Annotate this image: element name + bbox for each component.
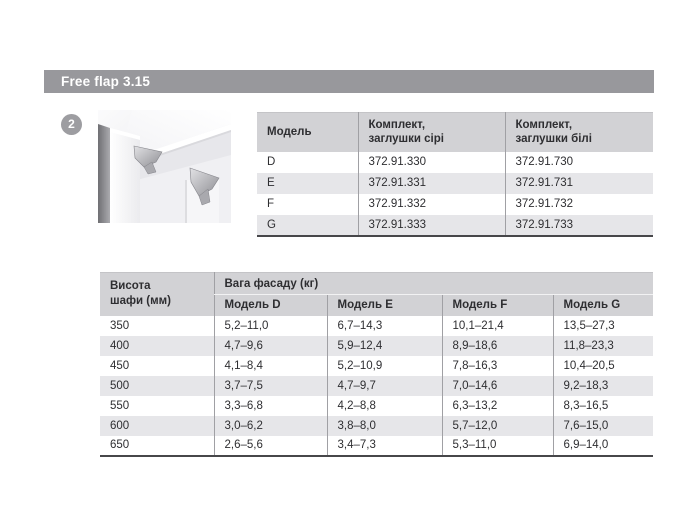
cabinet-height: 600 (100, 416, 214, 436)
facade-header-model-g: Модель G (553, 295, 653, 316)
order-row-d (257, 152, 653, 173)
facade-header-row-1 (100, 273, 653, 295)
section-title: Free flap 3.15 (61, 74, 151, 89)
cabinet-height: 450 (110, 359, 130, 372)
cabinet-height: 550 (110, 399, 130, 412)
order-row-g (257, 215, 653, 236)
order-row-e (257, 173, 653, 194)
weight-range-e: 6,7–14,3 (327, 316, 442, 336)
facade-row-550 (100, 396, 653, 416)
weight-range-e: 5,9–12,4 (327, 336, 442, 356)
weight-range-f: 7,8–16,3 (442, 356, 553, 376)
order-header-white-line2: заглушки білі (515, 133, 592, 146)
order-header-grey-line2: заглушки сірі (368, 133, 444, 146)
facade-header-weight: Вага фасаду (кг) (214, 273, 653, 295)
weight-range-g: 9,2–18,3 (553, 376, 653, 396)
order-grey-number: 372.91.333 (358, 215, 505, 236)
facade-row-400 (100, 336, 653, 356)
weight-range-d: 3,0–6,2 (214, 416, 327, 436)
weight-range-e: 4,7–9,7 (327, 376, 442, 396)
facade-header-model-e: Модель E (327, 295, 442, 316)
cabinet-flap-photo-illustration (98, 110, 231, 223)
facade-header-model-d: Модель D (214, 295, 327, 316)
weight-range-d: 3,7–7,5 (214, 376, 327, 396)
order-table-header-row (257, 113, 653, 152)
facade-row-650 (100, 436, 653, 456)
order-header-grey-caps (358, 113, 505, 152)
weight-range-g: 11,8–23,3 (553, 336, 653, 356)
weight-range-d: 2,6–5,6 (214, 436, 327, 456)
cabinet-height: 400 (100, 336, 214, 356)
step-number-badge (61, 114, 82, 135)
product-photo (98, 110, 231, 223)
weight-range-e: 5,2–10,9 (327, 356, 442, 376)
order-header-white-line1: Комплект, (515, 119, 573, 132)
order-model: G (257, 215, 358, 236)
weight-range-d: 4,7–9,6 (214, 336, 327, 356)
weight-range-d: 3,3–6,8 (214, 396, 327, 416)
facade-header-cabinet-height (100, 273, 214, 316)
weight-range-f: 8,9–18,6 (442, 336, 553, 356)
section-title-bar (44, 70, 654, 93)
order-white-number: 372.91.730 (505, 152, 653, 173)
weight-range-f: 5,3–11,0 (442, 436, 553, 456)
weight-range-g: 10,4–20,5 (553, 356, 653, 376)
order-header-grey-line1: Комплект, (368, 119, 426, 132)
order-numbers-table (257, 112, 653, 237)
facade-header-model-f: Модель F (442, 295, 553, 316)
order-grey-number: 372.91.331 (358, 173, 505, 194)
facade-header-height-line2: шафи (мм) (110, 295, 171, 308)
step-number: 2 (68, 117, 75, 131)
order-header-model: Модель (257, 113, 358, 152)
weight-range-d: 4,1–8,4 (214, 356, 327, 376)
weight-range-f: 7,0–14,6 (442, 376, 553, 396)
order-header-white-caps (505, 113, 653, 152)
facade-row-450 (100, 356, 653, 376)
weight-range-f: 5,7–12,0 (442, 416, 553, 436)
facade-header-height-line1: Висота (110, 280, 151, 293)
weight-range-e: 3,8–8,0 (327, 416, 442, 436)
weight-range-g: 6,9–14,0 (553, 436, 653, 456)
cabinet-height: 350 (110, 319, 130, 332)
order-grey-number: 372.91.330 (358, 152, 505, 173)
cabinet-height: 500 (100, 376, 214, 396)
weight-range-e: 3,4–7,3 (327, 436, 442, 456)
order-grey-number: 372.91.332 (358, 194, 505, 215)
weight-range-g: 8,3–16,5 (553, 396, 653, 416)
order-white-number: 372.91.731 (505, 173, 653, 194)
order-white-number: 372.91.733 (505, 215, 653, 236)
order-model: D (267, 156, 276, 168)
weight-range-f: 6,3–13,2 (442, 396, 553, 416)
facade-row-500 (100, 376, 653, 396)
weight-range-d: 5,2–11,0 (214, 316, 327, 336)
order-model: E (257, 173, 358, 194)
facade-row-600 (100, 416, 653, 436)
weight-range-e: 4,2–8,8 (327, 396, 442, 416)
order-white-number: 372.91.732 (505, 194, 653, 215)
weight-range-f: 10,1–21,4 (442, 316, 553, 336)
weight-range-g: 7,6–15,0 (553, 416, 653, 436)
order-row-f (257, 194, 653, 215)
order-model: F (267, 198, 275, 210)
cabinet-height: 650 (110, 439, 130, 451)
facade-weight-table (100, 272, 653, 457)
weight-range-g: 13,5–27,3 (553, 316, 653, 336)
facade-row-350 (100, 316, 653, 336)
